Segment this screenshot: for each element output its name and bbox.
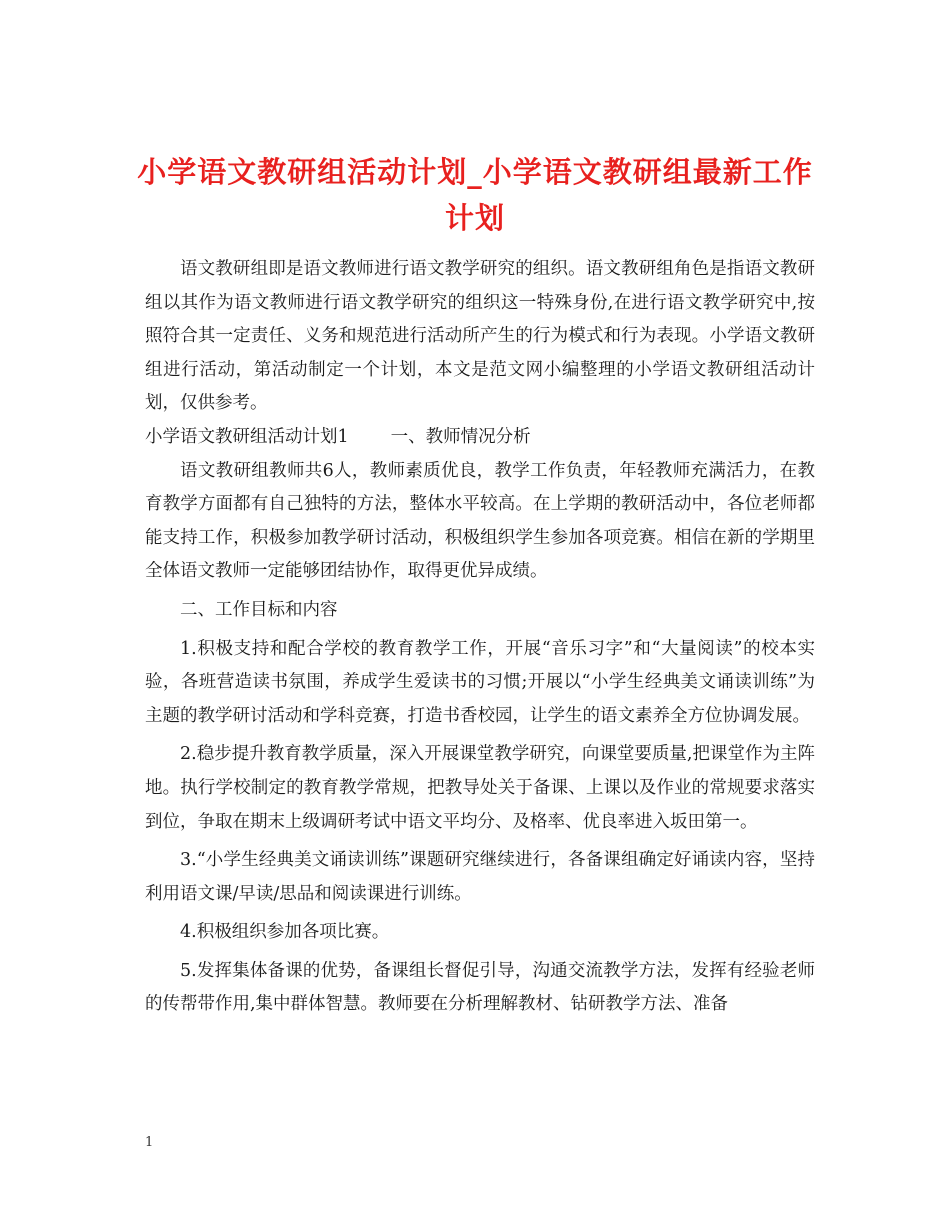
section1-heading: 一、教师情况分析 — [390, 426, 531, 447]
item-4-paragraph: 4.积极组织参加各项比赛。 — [180, 922, 390, 943]
item-1-paragraph: 1.积极支持和配合学校的教育教学工作，开展“音乐习字”和“大量阅读”的校本实验，各班营造读书氛围，养成学生爱读书的习惯;开展以“小学生经典美文诵读训练”为主题的教学研讨活动和学科竞赛，打造书香校园，让学生的语文素养全方位协调发展。 — [145, 638, 815, 726]
section1-paragraph: 语文教研组教师共6人，教师素质优良，教学工作负责，年轻教师充满活力，在教育教学方面都有自己独特的方法，整体水平较高。在上学期的教研活动中，各位老师都能支持工作，积极参加教学研讨活动，积极组织学生参加各项竞赛。相信在新的学期里全体语文教师一定能够团结协作，取得更优异成绩。 — [145, 460, 815, 582]
section2-heading: 二、工作目标和内容 — [180, 599, 338, 620]
item-3-paragraph: 3.“小学生经典美文诵读训练”课题研究继续进行，各备课组确定好诵读内容，坚持利用语文课/早读/思品和阅读课进行训练。 — [145, 850, 815, 904]
intro-paragraph: 语文教研组即是语文教师进行语文教学研究的组织。语文教研组角色是指语文教研组以其作为语文教师进行语文教学研究的组织这一特殊身份,在进行语文教学研究中,按照符合其一定责任、义务和规范进行活动所产生的行为模式和行为表现。小学语文教研组进行活动，第活动制定一个计划，本文是范文网小编整理的小学语文教研组活动计划，仅供参考。 — [145, 259, 815, 414]
item-2-paragraph: 2.稳步提升教育教学质量，深入开展课堂教学研究，向课堂要质量,把课堂作为主阵地。执行学校制定的教育教学常规，把教导处关于备课、上课以及作业的常规要求落实到位，争取在期末上级调研考试中语文平均分、及格率、优良率进入坂田第一。 — [145, 744, 815, 832]
plan-label: 小学语文教研组活动计划1 — [145, 426, 349, 447]
plan-heading-line — [145, 421, 815, 455]
document-body — [145, 253, 815, 1022]
page-number: 1 — [145, 1135, 154, 1150]
item-5-paragraph: 5.发挥集体备课的优势，备课组长督促引导，沟通交流教学方法，发挥有经验老师的传帮带作用,集中群体智慧。教师要在分析理解教材、钻研教学方法、准备 — [145, 960, 815, 1015]
document-title: 小学语文教研组活动计划_小学语文教研组最新工作计划 — [137, 155, 813, 236]
